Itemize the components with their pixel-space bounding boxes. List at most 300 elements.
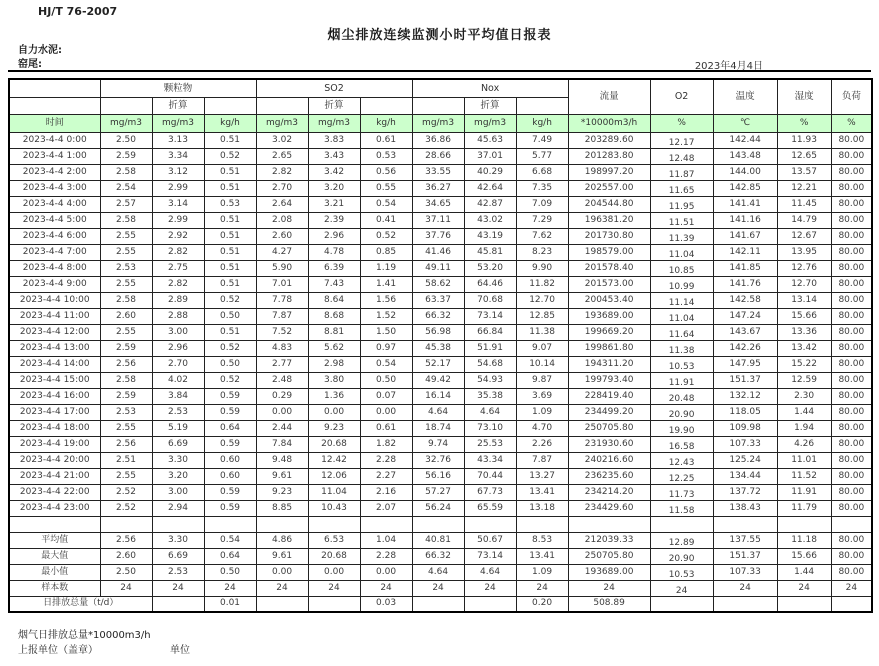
value-cell: 80.00	[831, 244, 872, 260]
value-cell: 138.43	[713, 500, 777, 516]
value-cell: 0.01	[204, 596, 256, 612]
value-cell: 73.14	[464, 308, 516, 324]
value-cell: 12.17	[650, 132, 713, 148]
value-cell: 11.04	[650, 308, 713, 324]
value-cell: 0.00	[256, 564, 308, 580]
value-cell: 24	[412, 580, 464, 596]
value-cell: 2.60	[256, 228, 308, 244]
units-row	[9, 114, 872, 132]
value-cell: 36.27	[412, 180, 464, 196]
value-cell: 141.41	[713, 196, 777, 212]
value-cell	[100, 516, 152, 532]
value-cell: 2.51	[100, 452, 152, 468]
value-cell	[650, 596, 713, 612]
value-cell: 3.20	[152, 468, 204, 484]
header-so2-converted: 折算	[308, 97, 360, 114]
value-cell: 54.93	[464, 372, 516, 388]
value-cell: 8.68	[308, 308, 360, 324]
value-cell: 9.61	[256, 548, 308, 564]
table-body	[9, 132, 872, 612]
value-cell: 40.81	[412, 532, 464, 548]
value-cell: 3.80	[308, 372, 360, 388]
value-cell: 12.76	[777, 260, 831, 276]
value-cell: 28.66	[412, 148, 464, 164]
value-cell: 43.19	[464, 228, 516, 244]
value-cell	[204, 516, 256, 532]
value-cell: 199793.40	[568, 372, 650, 388]
value-cell: 151.37	[713, 548, 777, 564]
value-cell: 80.00	[831, 548, 872, 564]
hourly-data-row	[9, 228, 872, 244]
value-cell	[412, 596, 464, 612]
value-cell: 4.64	[412, 404, 464, 420]
value-cell: 36.86	[412, 132, 464, 148]
header-blank	[360, 97, 412, 114]
daily-total-label: 日排放总量（t/d）	[9, 596, 152, 612]
value-cell: 107.33	[713, 436, 777, 452]
value-cell: 2.70	[256, 180, 308, 196]
value-cell: 45.38	[412, 340, 464, 356]
value-cell: 0.00	[360, 404, 412, 420]
value-cell: 0.52	[204, 148, 256, 164]
value-cell: 9.90	[516, 260, 568, 276]
value-cell: 2.75	[152, 260, 204, 276]
value-cell: 0.00	[256, 404, 308, 420]
value-cell: 3.43	[308, 148, 360, 164]
value-cell: 80.00	[831, 564, 872, 580]
value-cell: 80.00	[831, 356, 872, 372]
value-cell: 193689.00	[568, 308, 650, 324]
unit-cell: ℃	[713, 114, 777, 132]
value-cell: 5.77	[516, 148, 568, 164]
hourly-data-row	[9, 164, 872, 180]
value-cell: 142.11	[713, 244, 777, 260]
value-cell: 54.68	[464, 356, 516, 372]
time-cell: 2023-4-4 11:00	[9, 308, 100, 324]
value-cell: 80.00	[831, 324, 872, 340]
value-cell: 2.60	[100, 548, 152, 564]
value-cell: 2.28	[360, 548, 412, 564]
header-temperature: 温度	[713, 79, 777, 114]
value-cell: 1.41	[360, 276, 412, 292]
value-cell: 11.04	[308, 484, 360, 500]
value-cell: 80.00	[831, 212, 872, 228]
value-cell: 0.55	[360, 180, 412, 196]
unit-cell: kg/h	[360, 114, 412, 132]
value-cell: 250705.80	[568, 420, 650, 436]
value-cell: 132.12	[713, 388, 777, 404]
value-cell: 0.20	[516, 596, 568, 612]
header-blank	[256, 97, 308, 114]
value-cell: 20.68	[308, 436, 360, 452]
value-cell: 24	[650, 580, 713, 596]
value-cell: 7.35	[516, 180, 568, 196]
value-cell: 13.14	[777, 292, 831, 308]
header-blank	[9, 97, 100, 114]
value-cell: 56.24	[412, 500, 464, 516]
value-cell: 9.23	[308, 420, 360, 436]
summary-label: 样本数	[9, 580, 100, 596]
value-cell: 1.04	[360, 532, 412, 548]
value-cell: 0.54	[360, 356, 412, 372]
value-cell: 24	[204, 580, 256, 596]
value-cell: 137.72	[713, 484, 777, 500]
value-cell: 2.92	[152, 228, 204, 244]
value-cell: 144.00	[713, 164, 777, 180]
value-cell: 2.59	[100, 340, 152, 356]
value-cell: 109.98	[713, 420, 777, 436]
value-cell	[152, 516, 204, 532]
value-cell: 236235.60	[568, 468, 650, 484]
value-cell	[308, 516, 360, 532]
time-cell: 2023-4-4 3:00	[9, 180, 100, 196]
value-cell: 250705.80	[568, 548, 650, 564]
value-cell: 1.09	[516, 564, 568, 580]
value-cell: 80.00	[831, 132, 872, 148]
value-cell: 16.58	[650, 436, 713, 452]
value-cell: 2.16	[360, 484, 412, 500]
value-cell: 3.00	[152, 484, 204, 500]
value-cell: 4.02	[152, 372, 204, 388]
value-cell: 80.00	[831, 372, 872, 388]
report-date: 2023年4月4日	[694, 61, 763, 72]
value-cell: 10.53	[650, 564, 713, 580]
value-cell: 6.68	[516, 164, 568, 180]
time-cell: 2023-4-4 1:00	[9, 148, 100, 164]
unit-cell: kg/h	[516, 114, 568, 132]
value-cell: 80.00	[831, 484, 872, 500]
value-cell: 63.37	[412, 292, 464, 308]
value-cell: 0.59	[204, 388, 256, 404]
summary-row	[9, 580, 872, 596]
value-cell: 147.95	[713, 356, 777, 372]
value-cell: 11.91	[777, 484, 831, 500]
value-cell: 2.96	[308, 228, 360, 244]
site-label: 窑尾:	[18, 59, 42, 70]
value-cell: 66.32	[412, 308, 464, 324]
value-cell: 11.39	[650, 228, 713, 244]
value-cell: 7.87	[256, 308, 308, 324]
value-cell: 0.50	[204, 308, 256, 324]
unit-cell: mg/m3	[308, 114, 360, 132]
value-cell	[831, 516, 872, 532]
value-cell: 8.64	[308, 292, 360, 308]
value-cell: 7.29	[516, 212, 568, 228]
value-cell: 3.13	[152, 132, 204, 148]
value-cell: 3.84	[152, 388, 204, 404]
value-cell	[464, 516, 516, 532]
value-cell: 2.08	[256, 212, 308, 228]
value-cell: 12.70	[777, 276, 831, 292]
value-cell: 24	[516, 580, 568, 596]
value-cell: 141.76	[713, 276, 777, 292]
value-cell	[360, 516, 412, 532]
value-cell: 24	[568, 580, 650, 596]
value-cell: 0.51	[204, 260, 256, 276]
value-cell: 80.00	[831, 180, 872, 196]
value-cell: 12.89	[650, 532, 713, 548]
value-cell: 107.33	[713, 564, 777, 580]
value-cell	[256, 516, 308, 532]
value-cell: 80.00	[831, 276, 872, 292]
unit-cell: %	[650, 114, 713, 132]
value-cell: 11.95	[650, 196, 713, 212]
value-cell: 10.85	[650, 260, 713, 276]
value-cell: 7.01	[256, 276, 308, 292]
value-cell: 20.90	[650, 548, 713, 564]
value-cell: 34.65	[412, 196, 464, 212]
value-cell: 142.85	[713, 180, 777, 196]
value-cell: 10.99	[650, 276, 713, 292]
value-cell: 7.78	[256, 292, 308, 308]
header-blank	[412, 97, 464, 114]
value-cell: 9.74	[412, 436, 464, 452]
summary-label: 平均值	[9, 532, 100, 548]
value-cell: 0.51	[204, 212, 256, 228]
value-cell: 228419.40	[568, 388, 650, 404]
page-title: 烟尘排放连续监测小时平均值日报表	[327, 28, 552, 43]
value-cell: 2.27	[360, 468, 412, 484]
value-cell: 15.66	[777, 308, 831, 324]
value-cell: 24	[464, 580, 516, 596]
value-cell: 1.94	[777, 420, 831, 436]
value-cell: 11.04	[650, 244, 713, 260]
value-cell: 7.43	[308, 276, 360, 292]
value-cell: 0.00	[308, 404, 360, 420]
value-cell: 118.05	[713, 404, 777, 420]
value-cell: 2.58	[100, 292, 152, 308]
value-cell: 2.59	[100, 148, 152, 164]
header-time-blank	[9, 79, 100, 97]
value-cell: 80.00	[831, 532, 872, 548]
value-cell: 147.24	[713, 308, 777, 324]
value-cell: 9.61	[256, 468, 308, 484]
value-cell: 11.01	[777, 452, 831, 468]
value-cell: 65.59	[464, 500, 516, 516]
time-cell: 2023-4-4 17:00	[9, 404, 100, 420]
value-cell: 10.53	[650, 356, 713, 372]
value-cell	[777, 596, 831, 612]
value-cell	[412, 516, 464, 532]
value-cell: 11.18	[777, 532, 831, 548]
value-cell: 7.87	[516, 452, 568, 468]
time-cell: 2023-4-4 9:00	[9, 276, 100, 292]
value-cell: 2.82	[256, 164, 308, 180]
header-divider	[8, 70, 871, 72]
header-nox-converted: 折算	[464, 97, 516, 114]
value-cell: 80.00	[831, 196, 872, 212]
value-cell: 67.73	[464, 484, 516, 500]
value-cell: 37.76	[412, 228, 464, 244]
value-cell: 13.95	[777, 244, 831, 260]
value-cell: 13.27	[516, 468, 568, 484]
value-cell: 6.39	[308, 260, 360, 276]
value-cell: 57.27	[412, 484, 464, 500]
unit-cell: *10000m3/h	[568, 114, 650, 132]
header-time-label: 时间	[9, 114, 100, 132]
value-cell: 3.69	[516, 388, 568, 404]
value-cell: 2.50	[100, 132, 152, 148]
value-cell	[568, 516, 650, 532]
value-cell: 141.67	[713, 228, 777, 244]
value-cell: 7.52	[256, 324, 308, 340]
value-cell: 40.29	[464, 164, 516, 180]
value-cell: 0.07	[360, 388, 412, 404]
hourly-data-row	[9, 212, 872, 228]
value-cell: 203289.60	[568, 132, 650, 148]
value-cell: 151.37	[713, 372, 777, 388]
hourly-data-row	[9, 260, 872, 276]
value-cell: 32.76	[412, 452, 464, 468]
value-cell: 198579.00	[568, 244, 650, 260]
value-cell: 11.51	[650, 212, 713, 228]
value-cell: 12.85	[516, 308, 568, 324]
value-cell: 6.53	[308, 532, 360, 548]
value-cell: 2.26	[516, 436, 568, 452]
value-cell: 80.00	[831, 452, 872, 468]
value-cell: 2.96	[152, 340, 204, 356]
value-cell: 0.03	[360, 596, 412, 612]
value-cell: 4.64	[412, 564, 464, 580]
value-cell: 143.48	[713, 148, 777, 164]
value-cell: 0.59	[204, 436, 256, 452]
time-cell: 2023-4-4 6:00	[9, 228, 100, 244]
value-cell: 10.14	[516, 356, 568, 372]
time-cell: 2023-4-4 12:00	[9, 324, 100, 340]
value-cell: 80.00	[831, 340, 872, 356]
value-cell: 3.30	[152, 452, 204, 468]
value-cell: 2.77	[256, 356, 308, 372]
header-so2: SO2	[256, 79, 412, 97]
header-particulate: 颗粒物	[100, 79, 256, 97]
value-cell: 0.56	[360, 164, 412, 180]
value-cell: 11.64	[650, 324, 713, 340]
value-cell: 9.48	[256, 452, 308, 468]
header-blank	[516, 97, 568, 114]
value-cell: 0.60	[204, 452, 256, 468]
value-cell: 80.00	[831, 404, 872, 420]
value-cell: 37.01	[464, 148, 516, 164]
value-cell: 20.90	[650, 404, 713, 420]
value-cell: 20.68	[308, 548, 360, 564]
value-cell	[516, 516, 568, 532]
value-cell: 25.53	[464, 436, 516, 452]
hourly-data-row	[9, 484, 872, 500]
value-cell: 80.00	[831, 292, 872, 308]
value-cell: 11.65	[650, 180, 713, 196]
time-cell: 2023-4-4 0:00	[9, 132, 100, 148]
time-cell: 2023-4-4 20:00	[9, 452, 100, 468]
value-cell: 37.11	[412, 212, 464, 228]
value-cell: 8.81	[308, 324, 360, 340]
value-cell: 33.55	[412, 164, 464, 180]
value-cell: 12.21	[777, 180, 831, 196]
value-cell: 24	[831, 580, 872, 596]
value-cell: 49.42	[412, 372, 464, 388]
hourly-data-row	[9, 324, 872, 340]
value-cell: 2.56	[100, 532, 152, 548]
value-cell: 2.64	[256, 196, 308, 212]
value-cell: 234499.20	[568, 404, 650, 420]
summary-label: 最大值	[9, 548, 100, 564]
value-cell: 0.00	[308, 564, 360, 580]
time-cell: 2023-4-4 8:00	[9, 260, 100, 276]
value-cell: 0.50	[360, 372, 412, 388]
value-cell: 51.91	[464, 340, 516, 356]
value-cell: 1.44	[777, 564, 831, 580]
value-cell: 2.59	[100, 388, 152, 404]
time-cell: 2023-4-4 19:00	[9, 436, 100, 452]
header-load: 负荷	[831, 79, 872, 114]
value-cell: 80.00	[831, 164, 872, 180]
value-cell: 0.50	[204, 564, 256, 580]
value-cell: 2.56	[100, 436, 152, 452]
value-cell: 2.53	[152, 564, 204, 580]
value-cell: 3.21	[308, 196, 360, 212]
company-label: 自力水泥:	[18, 45, 62, 56]
time-cell: 2023-4-4 23:00	[9, 500, 100, 516]
hourly-data-row	[9, 436, 872, 452]
value-cell: 201730.80	[568, 228, 650, 244]
time-cell: 2023-4-4 14:00	[9, 356, 100, 372]
value-cell: 201573.00	[568, 276, 650, 292]
value-cell: 9.07	[516, 340, 568, 356]
header-blank	[100, 97, 152, 114]
value-cell: 56.98	[412, 324, 464, 340]
value-cell: 234429.60	[568, 500, 650, 516]
time-cell: 2023-4-4 15:00	[9, 372, 100, 388]
value-cell: 0.53	[360, 148, 412, 164]
value-cell: 24	[152, 580, 204, 596]
value-cell: 3.30	[152, 532, 204, 548]
value-cell: 199669.20	[568, 324, 650, 340]
value-cell: 0.51	[204, 180, 256, 196]
value-cell: 11.79	[777, 500, 831, 516]
value-cell: 7.84	[256, 436, 308, 452]
value-cell: 0.51	[204, 164, 256, 180]
value-cell: 2.53	[152, 404, 204, 420]
value-cell: 80.00	[831, 500, 872, 516]
value-cell: 1.50	[360, 324, 412, 340]
value-cell: 0.60	[204, 468, 256, 484]
value-cell	[777, 516, 831, 532]
value-cell: 11.87	[650, 164, 713, 180]
value-cell: 137.55	[713, 532, 777, 548]
value-cell: 4.27	[256, 244, 308, 260]
value-cell: 4.83	[256, 340, 308, 356]
hourly-data-row	[9, 132, 872, 148]
value-cell: 43.34	[464, 452, 516, 468]
time-cell: 2023-4-4 2:00	[9, 164, 100, 180]
value-cell	[650, 516, 713, 532]
value-cell: 0.53	[204, 196, 256, 212]
value-cell: 0.59	[204, 404, 256, 420]
hourly-data-row	[9, 420, 872, 436]
value-cell: 24	[713, 580, 777, 596]
header-group-row	[9, 79, 872, 97]
value-cell: 70.44	[464, 468, 516, 484]
value-cell: 4.64	[464, 404, 516, 420]
value-cell: 2.54	[100, 180, 152, 196]
value-cell: 0.64	[204, 548, 256, 564]
time-cell: 2023-4-4 18:00	[9, 420, 100, 436]
hourly-data-row	[9, 452, 872, 468]
hourly-data-row	[9, 276, 872, 292]
value-cell: 12.43	[650, 452, 713, 468]
hourly-data-row	[9, 500, 872, 516]
value-cell: 2.89	[152, 292, 204, 308]
value-cell: 141.85	[713, 260, 777, 276]
